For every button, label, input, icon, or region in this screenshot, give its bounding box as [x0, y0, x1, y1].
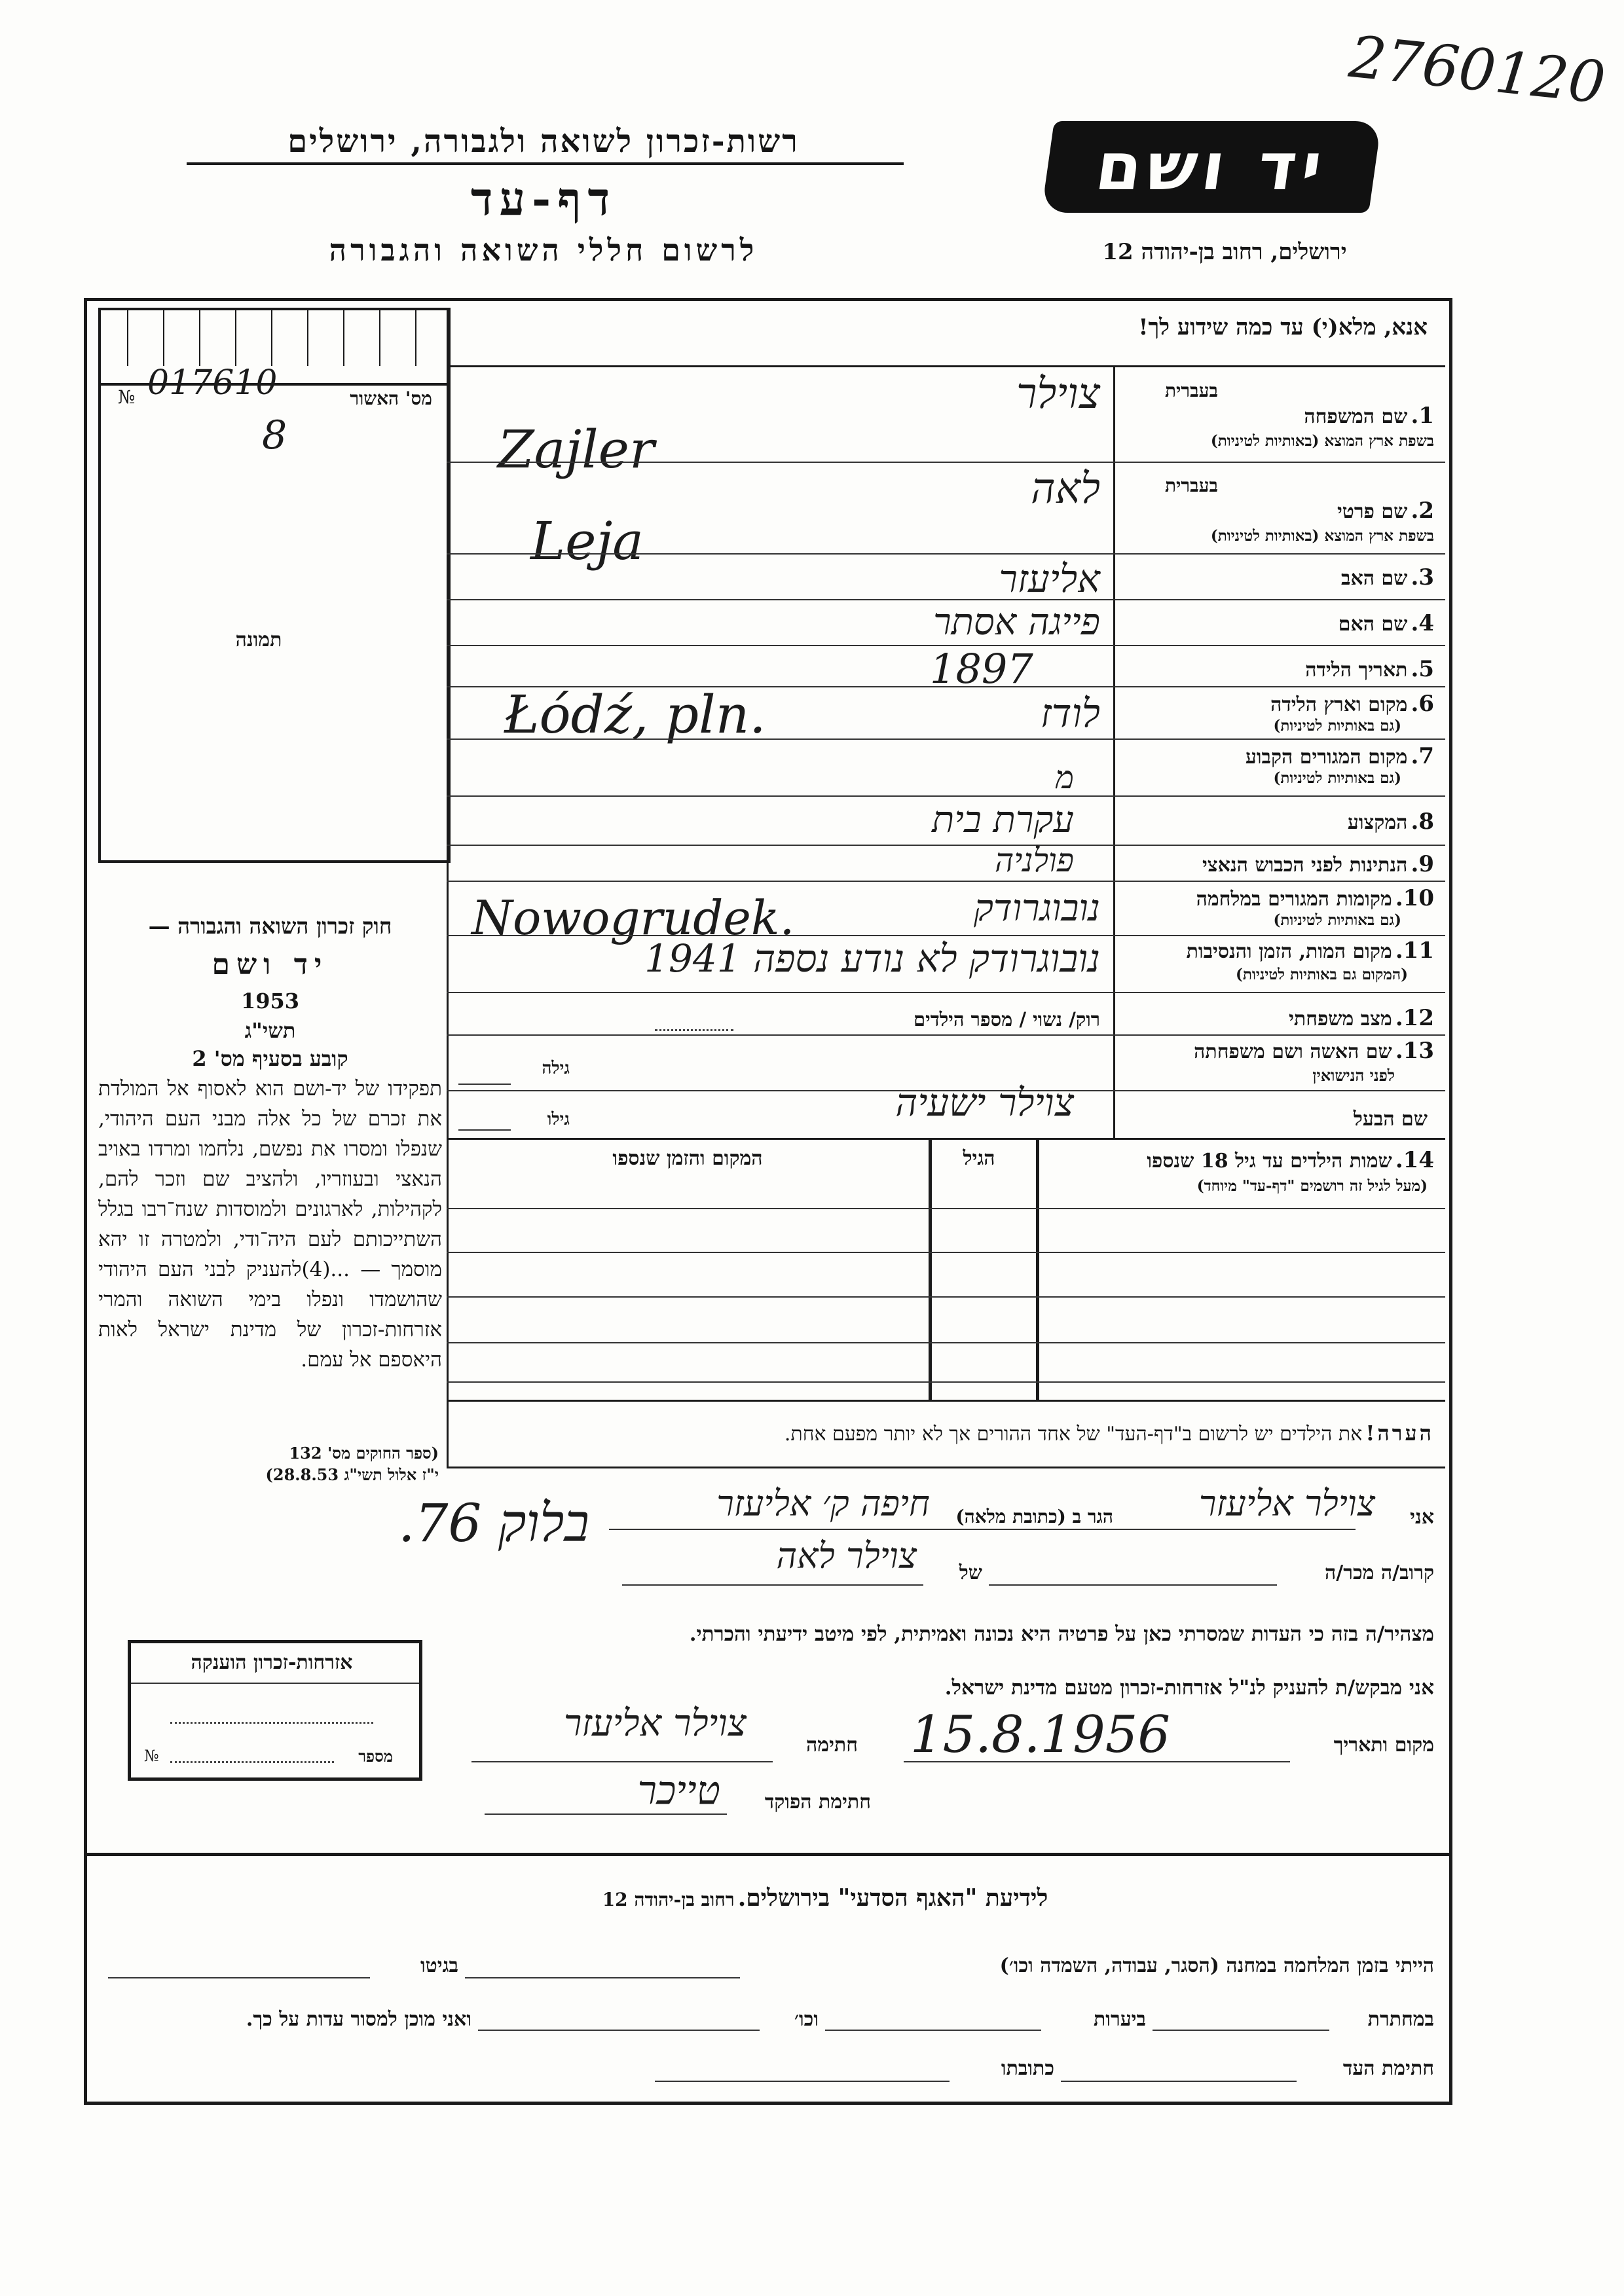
- footer-line2-c: וכו׳: [794, 2008, 819, 2031]
- f6-latin-value: Łódź, pln.: [504, 684, 766, 745]
- f14-rule-1: [447, 1208, 1445, 1209]
- f2-in-hebrew: בעברית: [1164, 475, 1218, 496]
- decl-of-value: צוילר לאה: [776, 1535, 917, 1576]
- f14-rule-5: [447, 1381, 1445, 1383]
- footer-line2-blank-b: [825, 2030, 1041, 2031]
- footer-line1: הייתי בזמן המלחמה במחנה (הסגר, עבודה, השמדה וכו׳): [999, 1954, 1434, 1977]
- f7-label: מקום המגורים הקבוע: [1245, 746, 1408, 769]
- f7-num: 7.: [1411, 743, 1434, 769]
- f10-sub: (גם באותיות לטיניות): [1273, 911, 1401, 929]
- decl-place-date-label: מקום ותאריך: [1333, 1734, 1434, 1757]
- f12-dots: [655, 1029, 733, 1031]
- f7-value: מ: [1055, 759, 1074, 796]
- f5-row: [1120, 656, 1434, 682]
- decl-line-sig: [471, 1761, 773, 1762]
- f4-value: פייגה אסתר: [933, 601, 1100, 644]
- law-year-latin: 1953: [240, 989, 300, 1013]
- f7-rule: [447, 795, 1445, 797]
- f9-label: הנתינות לפני הכבוש הנאצי: [1202, 854, 1408, 877]
- f9-rule: [447, 881, 1445, 882]
- f3-rule: [447, 599, 1445, 600]
- husband-age-rule: [458, 1129, 511, 1131]
- f14-col-divider-2: [929, 1138, 932, 1400]
- f11-num: 11.: [1395, 938, 1434, 964]
- f10-num: 10.: [1395, 885, 1434, 911]
- footer-address-blank: [655, 2081, 950, 2082]
- decl-i-label: אני: [1410, 1506, 1434, 1529]
- decl-address-value: חיפה ק׳ אליעזר: [716, 1483, 930, 1524]
- f4-row: [1120, 610, 1434, 636]
- f14-rule-2: [447, 1252, 1445, 1253]
- f10-label: מקומות המגורים במלחמה: [1196, 888, 1392, 911]
- f14-col-divider-1: [1036, 1138, 1039, 1400]
- decl-signature-value: צוילר אליעזר: [563, 1702, 747, 1745]
- f6-sub: (גם באותיות לטיניות): [1273, 717, 1401, 735]
- no-label: №: [118, 386, 136, 408]
- decl-line-date: [904, 1761, 1290, 1762]
- law-title: חוק זכרון השואה והגבורה —: [148, 913, 392, 939]
- f5-label: תאריך הלידה: [1305, 659, 1408, 682]
- husband-value: צוילר ישעיה: [895, 1080, 1074, 1125]
- decl-block-value: בלוק 76.: [398, 1493, 589, 1554]
- f14-row: [1041, 1147, 1434, 1173]
- f11-label: מקום המות, הזמן והנסיבות: [1186, 940, 1392, 963]
- f10-hebrew-value: נובוגרודק: [973, 887, 1100, 930]
- decl-statement-2: אני מבקש/ת להעניק לנ"ל אזרחות-זכרון מטעם מדינת ישראל.: [944, 1676, 1434, 1700]
- f7-sub: (גם באותיות לטיניות): [1273, 769, 1401, 787]
- label-column-divider: [1113, 365, 1115, 1138]
- archive-number: 2760120: [1346, 22, 1609, 117]
- f14-sub: (מעל לגיל זה רושמים "דף-עד" מיוחד): [1196, 1177, 1428, 1195]
- decl-i-value: צוילר אליעזר: [1198, 1483, 1375, 1524]
- f12-row: [1120, 1005, 1434, 1031]
- photo-label: תמונה: [235, 629, 282, 651]
- citizenship-dots-2: [170, 1761, 334, 1763]
- f10-row: [1120, 885, 1434, 911]
- footer-line1-end: בגיטו: [420, 1954, 458, 1977]
- f11-row: [1120, 938, 1434, 964]
- f5-num: 5.: [1411, 656, 1434, 682]
- footer-line1-blank-a: [465, 1977, 740, 1978]
- decl-line-3: [622, 1584, 923, 1586]
- f14-place-col: המקום והזמן שנספו: [612, 1147, 763, 1170]
- husband-label: שם הבעל: [1353, 1108, 1428, 1131]
- instructions: אנא, מלא(י) עד כמה שידוע לך!: [1138, 314, 1428, 340]
- approval-extra: 8: [262, 412, 287, 458]
- f12-options: רוק/ נשוי / מספר הילדים: [913, 1008, 1100, 1030]
- yad-vashem-logo: [1041, 121, 1382, 213]
- footer-sig-blank: [1061, 2081, 1297, 2082]
- f6-label: מקום וארץ הלידה: [1270, 693, 1408, 716]
- f1-in-hebrew: בעברית: [1164, 380, 1218, 401]
- logo-text: יד ושם: [1091, 128, 1332, 205]
- decl-line-1: [609, 1529, 1356, 1530]
- decl-statement-1: מצהיר/ה בזה כי העדות שמסרתי כאן על פרטיה היא נכונה ואמיתית, לפי מיטב ידיעתי והכרתי.: [689, 1622, 1434, 1646]
- footer-sig-label: חתימת העד: [1342, 2057, 1434, 2080]
- footer-line2-blank-a: [1153, 2030, 1329, 2031]
- f13-row: [1120, 1038, 1434, 1064]
- header-authority: רשות-זכרון לשואה ולגבורה, ירושלים: [287, 123, 800, 160]
- f6-rule: [447, 738, 1445, 740]
- footer-address-label: כתובתו: [1001, 2057, 1054, 2080]
- f8-value: עקרת בית: [932, 799, 1074, 841]
- f8-row: [1120, 809, 1434, 835]
- law-section: קובע בסעיף מס' 2: [192, 1046, 348, 1071]
- f14-rule-3: [447, 1296, 1445, 1298]
- f13-age-rule: [458, 1084, 511, 1085]
- f1-hebrew-value: צוילר: [1016, 370, 1100, 418]
- law-org: יד ושם: [212, 948, 329, 981]
- f12-rule: [447, 1034, 1445, 1036]
- footer-line2-d: ואני מוכן למסור עדות על כך.: [246, 2008, 471, 2031]
- decl-officer-label: חתימת הפוקד: [764, 1791, 871, 1813]
- citizenship-box-title: אזרחות-זכרון הוענקה: [191, 1651, 353, 1674]
- header-address: ירושלים, רחוב בן-יהודה 12: [1102, 239, 1347, 265]
- f14-label: שמות הילדים עד גיל 18 שנספו: [1147, 1150, 1392, 1173]
- decl-relation-label: קרוב/ה מכר/ה: [1325, 1561, 1434, 1584]
- f11-rule: [447, 992, 1445, 993]
- f4-num: 4.: [1411, 610, 1434, 636]
- note-text: את הילדים יש לרשום ב"דף-העד" של אחד ההורים אך לא יותר מפעם אחת.: [784, 1423, 1363, 1446]
- law-year-hebrew: תשי"ג: [244, 1018, 296, 1043]
- f2-latin-value: Leja: [530, 511, 644, 572]
- f3-num: 3.: [1411, 564, 1434, 591]
- footer-line2-blank-c: [478, 2030, 760, 2031]
- f9-row: [1120, 851, 1434, 877]
- law-reference-2: י"ז אלול תשי"ג 28.8.53): [265, 1465, 439, 1484]
- f6-num: 6.: [1411, 691, 1434, 717]
- f14-num: 14.: [1395, 1147, 1434, 1173]
- f10-latin-value: Nowogrudek.: [471, 890, 795, 945]
- citizenship-no-label: №: [144, 1747, 159, 1765]
- f1-latin-value: Zajler: [498, 419, 655, 480]
- footer-address: רחוב בן-יהודה 12: [602, 1889, 735, 1910]
- f2-label: שם פרטי: [1337, 500, 1408, 523]
- f3-row: [1120, 564, 1434, 591]
- f13-age-label: גילה: [542, 1059, 570, 1078]
- footer-line1-blank-b: [108, 1977, 370, 1978]
- f2-rule: [447, 553, 1445, 555]
- instructions-rule: [447, 365, 1445, 367]
- decl-line-officer: [485, 1813, 727, 1815]
- f12-num: 12.: [1395, 1005, 1434, 1031]
- f14-rule-end: [447, 1400, 1445, 1402]
- f13-num: 13.: [1395, 1038, 1434, 1064]
- decl-line-2: [989, 1584, 1277, 1586]
- citizenship-number-label: מספר: [358, 1747, 393, 1766]
- note-rule: [447, 1467, 1445, 1468]
- note-row: [458, 1421, 1434, 1446]
- footer-title-row: [458, 1884, 1192, 1912]
- f13-label: שם האשה ושם משפחתה: [1194, 1040, 1392, 1063]
- f9-num: 9.: [1411, 851, 1434, 877]
- citizenship-box: [128, 1640, 422, 1781]
- f3-label: שם האב: [1341, 567, 1408, 590]
- husband-age-label: גילו: [547, 1110, 570, 1129]
- footer-line2-b: ביערות: [1093, 2008, 1146, 2031]
- law-reference-1: (ספר החוקים מס' 132: [289, 1444, 439, 1463]
- footer-title: לידיעת "האגף הסדעי" בירושלים.: [737, 1884, 1048, 1912]
- f8-label: המקצוע: [1347, 811, 1408, 834]
- f5-value: 1897: [930, 645, 1033, 693]
- f4-label: שם האם: [1338, 613, 1408, 636]
- f11-sub: (המקום גם באותיות לטיניות): [1236, 966, 1408, 983]
- law-text: תפקידו של יד-ושם הוא לאסוף אל המולדת את זכרם של כל אלה מבני העם היהודי, שנפלו ומסרו את נפשם, נלחמו ומרדו באויב הנאצי ובעוזריו, ולהציב שם וזכר להם, לקהילות, לארגונים ולמוסדות שנח־רבו בגלל השתייכותם לעם היה־ודי, ולמטרה זו יהא מוסמך — ...(4)להעניק לבני העם היהודי שהושמדו ונפלו בימי השואה והמרי אזרחות-זכרון של מדינת ישראל לאות היאספם אל עמם.: [98, 1077, 442, 1372]
- decl-of-label: של: [959, 1561, 982, 1584]
- f13-sub: לפני הנישואין: [1312, 1066, 1395, 1085]
- f1-sub: בשפת ארץ המוצא (באותיות לטיניות): [1210, 432, 1434, 450]
- f1-rule: [447, 462, 1445, 463]
- page-subtitle: לרשום חללי השואה והגבורה: [329, 232, 758, 268]
- f14-age-col: הגיל: [963, 1147, 995, 1170]
- husband-rule: [447, 1138, 1445, 1140]
- f9-value: פולניה: [994, 841, 1074, 879]
- approval-number: 017610: [147, 363, 278, 403]
- f2-num: 2.: [1411, 498, 1434, 524]
- approval-label: מס' האשור: [350, 388, 432, 409]
- citizenship-box-title-rule: [131, 1683, 419, 1684]
- header-authority-underline: [187, 162, 904, 165]
- note-label: הערה!: [1365, 1421, 1434, 1446]
- f1-num: 1.: [1411, 403, 1434, 429]
- f2-sub: בשפת ארץ המוצא (באותיות לטיניות): [1210, 527, 1434, 545]
- f14-rule-4: [447, 1342, 1445, 1343]
- decl-date-value: 15.8.1956: [910, 1705, 1170, 1764]
- f6-row: [1120, 691, 1434, 717]
- footer-top-rule: [84, 1853, 1449, 1856]
- f11-value: נובוגרודק לא נודע נספה 1941: [644, 936, 1100, 981]
- f3-value: אליעזר: [999, 556, 1100, 601]
- decl-signature-label: חתימה: [806, 1734, 858, 1757]
- f7-row: [1120, 743, 1434, 769]
- f2-row: [1120, 498, 1434, 524]
- decl-resides-label: הגר ב (כתובת מלאה): [955, 1506, 1113, 1527]
- page-title: דף-עד: [470, 172, 617, 226]
- citizenship-dots-1: [170, 1722, 373, 1724]
- f12-label: מצב משפחתי: [1289, 1008, 1392, 1030]
- decl-officer-value: טייכר: [637, 1768, 720, 1813]
- f2-hebrew-value: לאה: [1031, 465, 1100, 513]
- f8-num: 8.: [1411, 809, 1434, 835]
- f1-row: [1120, 403, 1434, 429]
- f1-label: שם המשפחה: [1304, 405, 1408, 428]
- f6-hebrew-value: לודז: [1040, 691, 1100, 737]
- footer-line2-a: במחתרת: [1367, 2008, 1434, 2031]
